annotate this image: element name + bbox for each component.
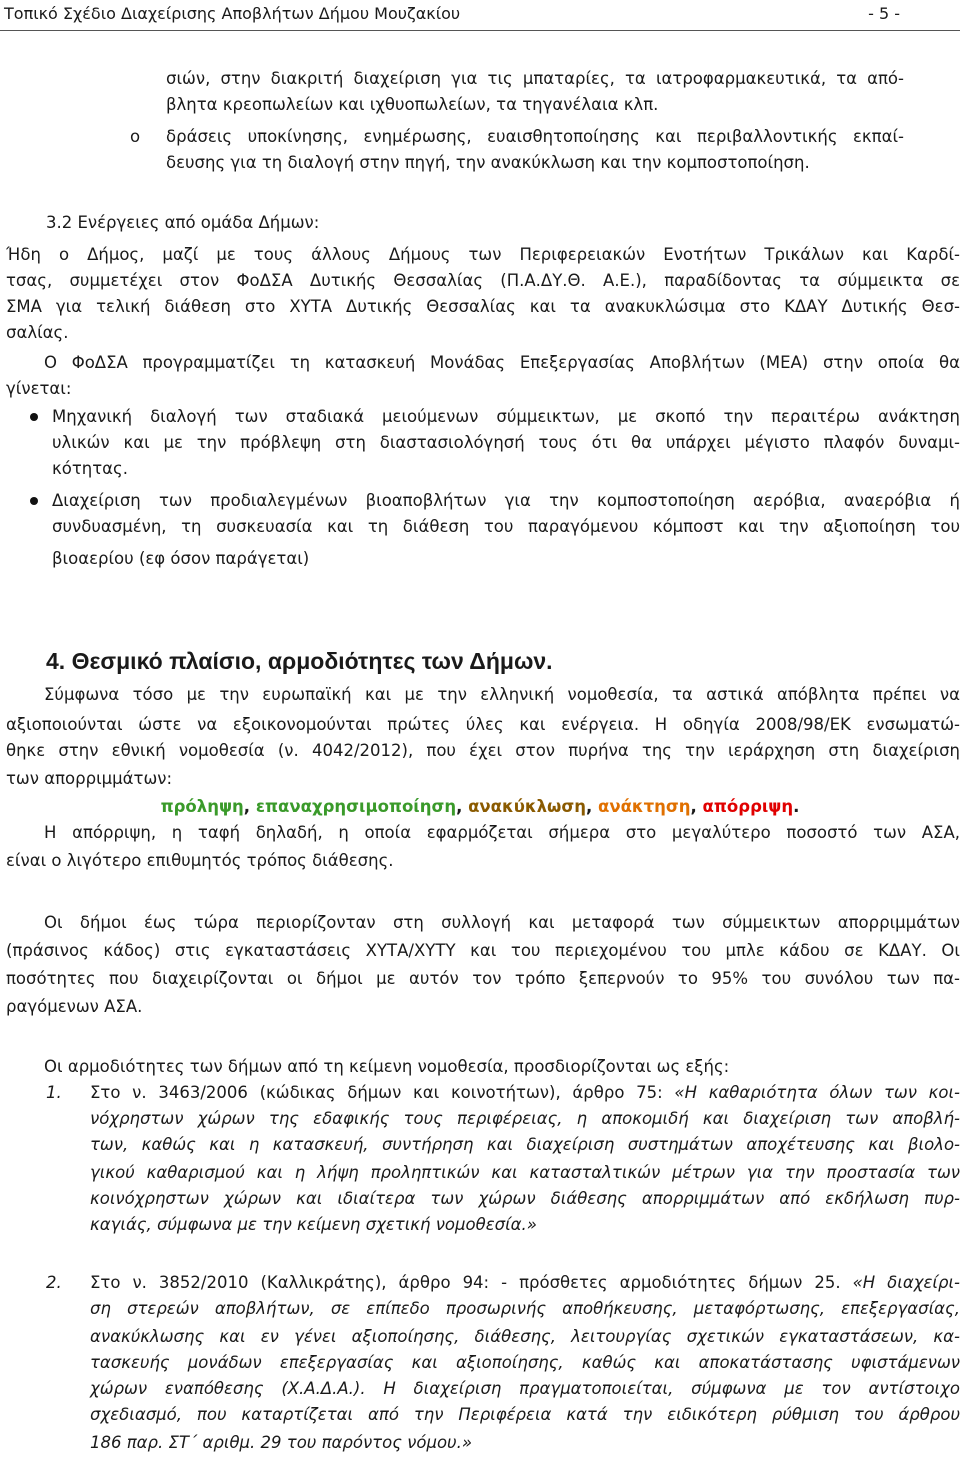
- list-line: [90, 1080, 960, 1106]
- bullet-line: συνδυασμένη, τη συσκευασία και τη διάθεση του παραγόμενου κόμποστ και την αξιοποίηση του: [52, 517, 960, 536]
- paragraph-line: ποσότητες που διαχειρίζονται οι δήμοι με αυτόν τον τρόπο ξεπερνούν το 95% του συνόλου των πα-: [6, 969, 960, 988]
- bullet-line: υλικών και με την πρόβλεψη στη διαστασιολόγησή τους ότι θα υπάρχει μέγιστο πλαφόν δυναμι-: [52, 433, 960, 452]
- text-line: δράσεις υποκίνησης, ενημέρωσης, ευαισθητοποίησης και περιβαλλοντικής εκπαί-: [166, 127, 904, 146]
- bullet-dot-icon: [30, 497, 38, 505]
- bullet-line: Διαχείριση των προδιαλεγμένων βιοαποβλήτων για την κομποστοποίηση αερόβια, αναερόβια ή: [52, 491, 960, 510]
- bullet-line: βιοαερίου (εφ όσον παράγεται): [52, 549, 310, 568]
- bullet-line: Μηχανική διαλογή των σταδιακά μειούμενων σύμμεικτων, με σκοπό την περαιτέρω ανάκτηση: [52, 407, 960, 426]
- paragraph-line: Ήδη ο Δήμος, μαζί με τους άλλους Δήμους των Περιφερειακών Ενοτήτων Τρικάλων και Καρδί-: [6, 245, 960, 264]
- hierarchy-sep: ,: [585, 797, 598, 816]
- page-header: [0, 0, 960, 31]
- page-number: - 5 -: [868, 4, 900, 23]
- section-heading-4: 4. Θεσμικό πλαίσιο, αρμοδιότητες των Δήμων.: [46, 648, 553, 674]
- section-heading-3-2: 3.2 Ενέργειες από ομάδα Δήμων:: [46, 213, 320, 232]
- list-line-text: Στο ν. 3463/2006 (κώδικας δήμων και κοινοτήτων), άρθρο 75:: [90, 1083, 675, 1102]
- quoted-line: ανακύκλωσης και εν γένει αξιοποίησης, διάθεσης, λειτουργίας σχετικών εγκαταστάσεων, κα-: [90, 1327, 960, 1346]
- quoted-line: των, καθώς και η κατασκευή, συντήρηση και διαχείριση συστημάτων αποχέτευσης και βιολο-: [90, 1135, 960, 1154]
- text-line: δευσης για τη διαλογή στην πηγή, την ανακύκλωση και την κομποστοποίηση.: [166, 153, 810, 172]
- hierarchy-sep: ,: [690, 797, 703, 816]
- hierarchy-item: πρόληψη: [160, 797, 244, 816]
- paragraph-line: Ο ΦοΔΣΑ προγραμματίζει τη κατασκευή Μονάδας Επεξεργασίας Αποβλήτων (ΜΕΑ) στην οποία θα: [44, 353, 960, 372]
- paragraph-line: ΣΜΑ για τελική διάθεση στο ΧΥΤΑ Δυτικής Θεσσαλίας και τα ανακυκλώσιμα στο ΚΔΑΥ Δυτικής Θεσ-: [6, 297, 960, 316]
- paragraph-line: Σύμφωνα τόσο με την ευρωπαϊκή και με την ελληνική νομοθεσία, τα αστικά απόβλητα πρέπει να: [44, 685, 960, 704]
- paragraph-line: ραγόμενων ΑΣΑ.: [6, 997, 143, 1016]
- hierarchy-sep: ,: [243, 797, 256, 816]
- quoted-line: γικού καθαρισμού και η λήψη προληπτικών και κατασταλτικών μέτρων για την προστασία των: [90, 1163, 960, 1182]
- circle-bullet-icon: o: [130, 127, 141, 146]
- quoted-line: νόχρηστων χώρων της εδαφικής τους περιφέρειας, η αποκομιδή και διαχείριση των αποβλή-: [90, 1109, 960, 1128]
- list-number: 2.: [46, 1273, 62, 1292]
- text-line: βλητα κρεοπωλείων και ιχθυοπωλείων, τα τηγανέλαια κλπ.: [166, 95, 659, 114]
- bullet-line: κότητας.: [52, 459, 128, 478]
- paragraph-line: είναι ο λιγότερο επιθυμητός τρόπος διάθεσης.: [6, 851, 394, 870]
- paragraph-line: γίνεται:: [6, 379, 72, 398]
- quoted-line: κοινόχρηστων χώρων και ιδιαίτερα των χώρων διάθεσης απορριμμάτων από εκδήλωση πυρ-: [90, 1189, 960, 1208]
- quoted-line: 186 παρ. ΣΤ΄ αριθμ. 29 του παρόντος νόμου.»: [90, 1433, 473, 1452]
- list-line: [90, 1270, 960, 1296]
- paragraph-line: των απορριμμάτων:: [6, 769, 173, 788]
- quoted-text: «Η καθαριότητα όλων των κοι-: [674, 1083, 960, 1102]
- quoted-line: ση στερεών αποβλήτων, σε επίπεδο προσωρινής αποθήκευσης, μεταφόρτωσης, επεξεργασίας,: [90, 1299, 960, 1318]
- bullet-dot-icon: [30, 413, 38, 421]
- quoted-text: «Η διαχείρι-: [852, 1273, 960, 1292]
- hierarchy-sep: ,: [456, 797, 469, 816]
- list-number: 1.: [46, 1083, 62, 1102]
- quoted-line: τασκευής μονάδων επεξεργασίας και αξιοποίησης, καθώς και αποκατάστασης υφιστάμενων: [90, 1353, 960, 1372]
- paragraph-line: Η απόρριψη, η ταφή δηλαδή, η οποία εφαρμόζεται σήμερα στο μεγαλύτερο ποσοστό των ΑΣΑ,: [44, 823, 960, 842]
- hierarchy-item: επαναχρησιμοποίηση: [255, 797, 457, 816]
- paragraph-line: Οι αρμοδιότητες των δήμων από τη κείμενη νομοθεσία, προσδιορίζονται ως εξής:: [44, 1057, 730, 1076]
- paragraph-line: θηκε στην εθνική νομοθεσία (ν. 4042/2012), που έχει στον πυρήνα της την ιεράρχηση στη διαχείριση: [6, 741, 960, 760]
- hierarchy-item: ανάκτηση: [598, 797, 691, 816]
- paragraph-line: αξιοποιούνται ώστε να εξοικονομούνται πρώτες ύλες και ενέργεια. Η οδηγία 2008/98/ΕΚ ενσωματώ-: [6, 715, 960, 734]
- paragraph-line: σαλίας.: [6, 323, 69, 342]
- document-title: Τοπικό Σχέδιο Διαχείρισης Αποβλήτων Δήμου Μουζακίου: [4, 4, 461, 23]
- paragraph-line: (πράσινος κάδος) στις εγκαταστάσεις ΧΥΤΑ/ΧΥΤΥ και του περιεχομένου του μπλε κάδου σε ΚΔΑΥ. Οι: [6, 941, 960, 960]
- quoted-line: καγιάς, σύμφωνα με την κείμενη σχετική νομοθεσία.»: [90, 1215, 537, 1234]
- paragraph-line: Οι δήμοι έως τώρα περιορίζονταν στη συλλογή και μεταφορά των σύμμεικτων απορριμμάτων: [44, 913, 960, 932]
- waste-hierarchy: [0, 794, 960, 820]
- paragraph-line: τσας, συμμετέχει στον ΦοΔΣΑ Δυτικής Θεσσαλίας (Π.Α.ΔΥ.Θ. Α.Ε.), παραδίδοντας τα σύμμεικτα σε: [6, 271, 960, 290]
- quoted-line: σχεδιασμό, που καταρτίζεται από την Περιφέρεια κατά την ειδικότερη ρύθμιση του άρθρου: [90, 1405, 960, 1424]
- hierarchy-item: ανακύκλωση: [468, 797, 586, 816]
- hierarchy-sep: .: [793, 797, 800, 816]
- hierarchy-item: απόρριψη: [702, 797, 794, 816]
- list-line-text: Στο ν. 3852/2010 (Καλλικράτης), άρθρο 94: - πρόσθετες αρμοδιότητες δήμων 25.: [90, 1273, 853, 1292]
- text-line: σιών, στην διακριτή διαχείριση για τις μπαταρίες, τα ιατροφαρμακευτικά, τα από-: [166, 69, 904, 88]
- quoted-line: χώρων εναπόθεσης (Χ.Α.Δ.Α.). Η διαχείριση πραγματοποιείται, σύμφωνα με τον αντίστοιχο: [90, 1379, 960, 1398]
